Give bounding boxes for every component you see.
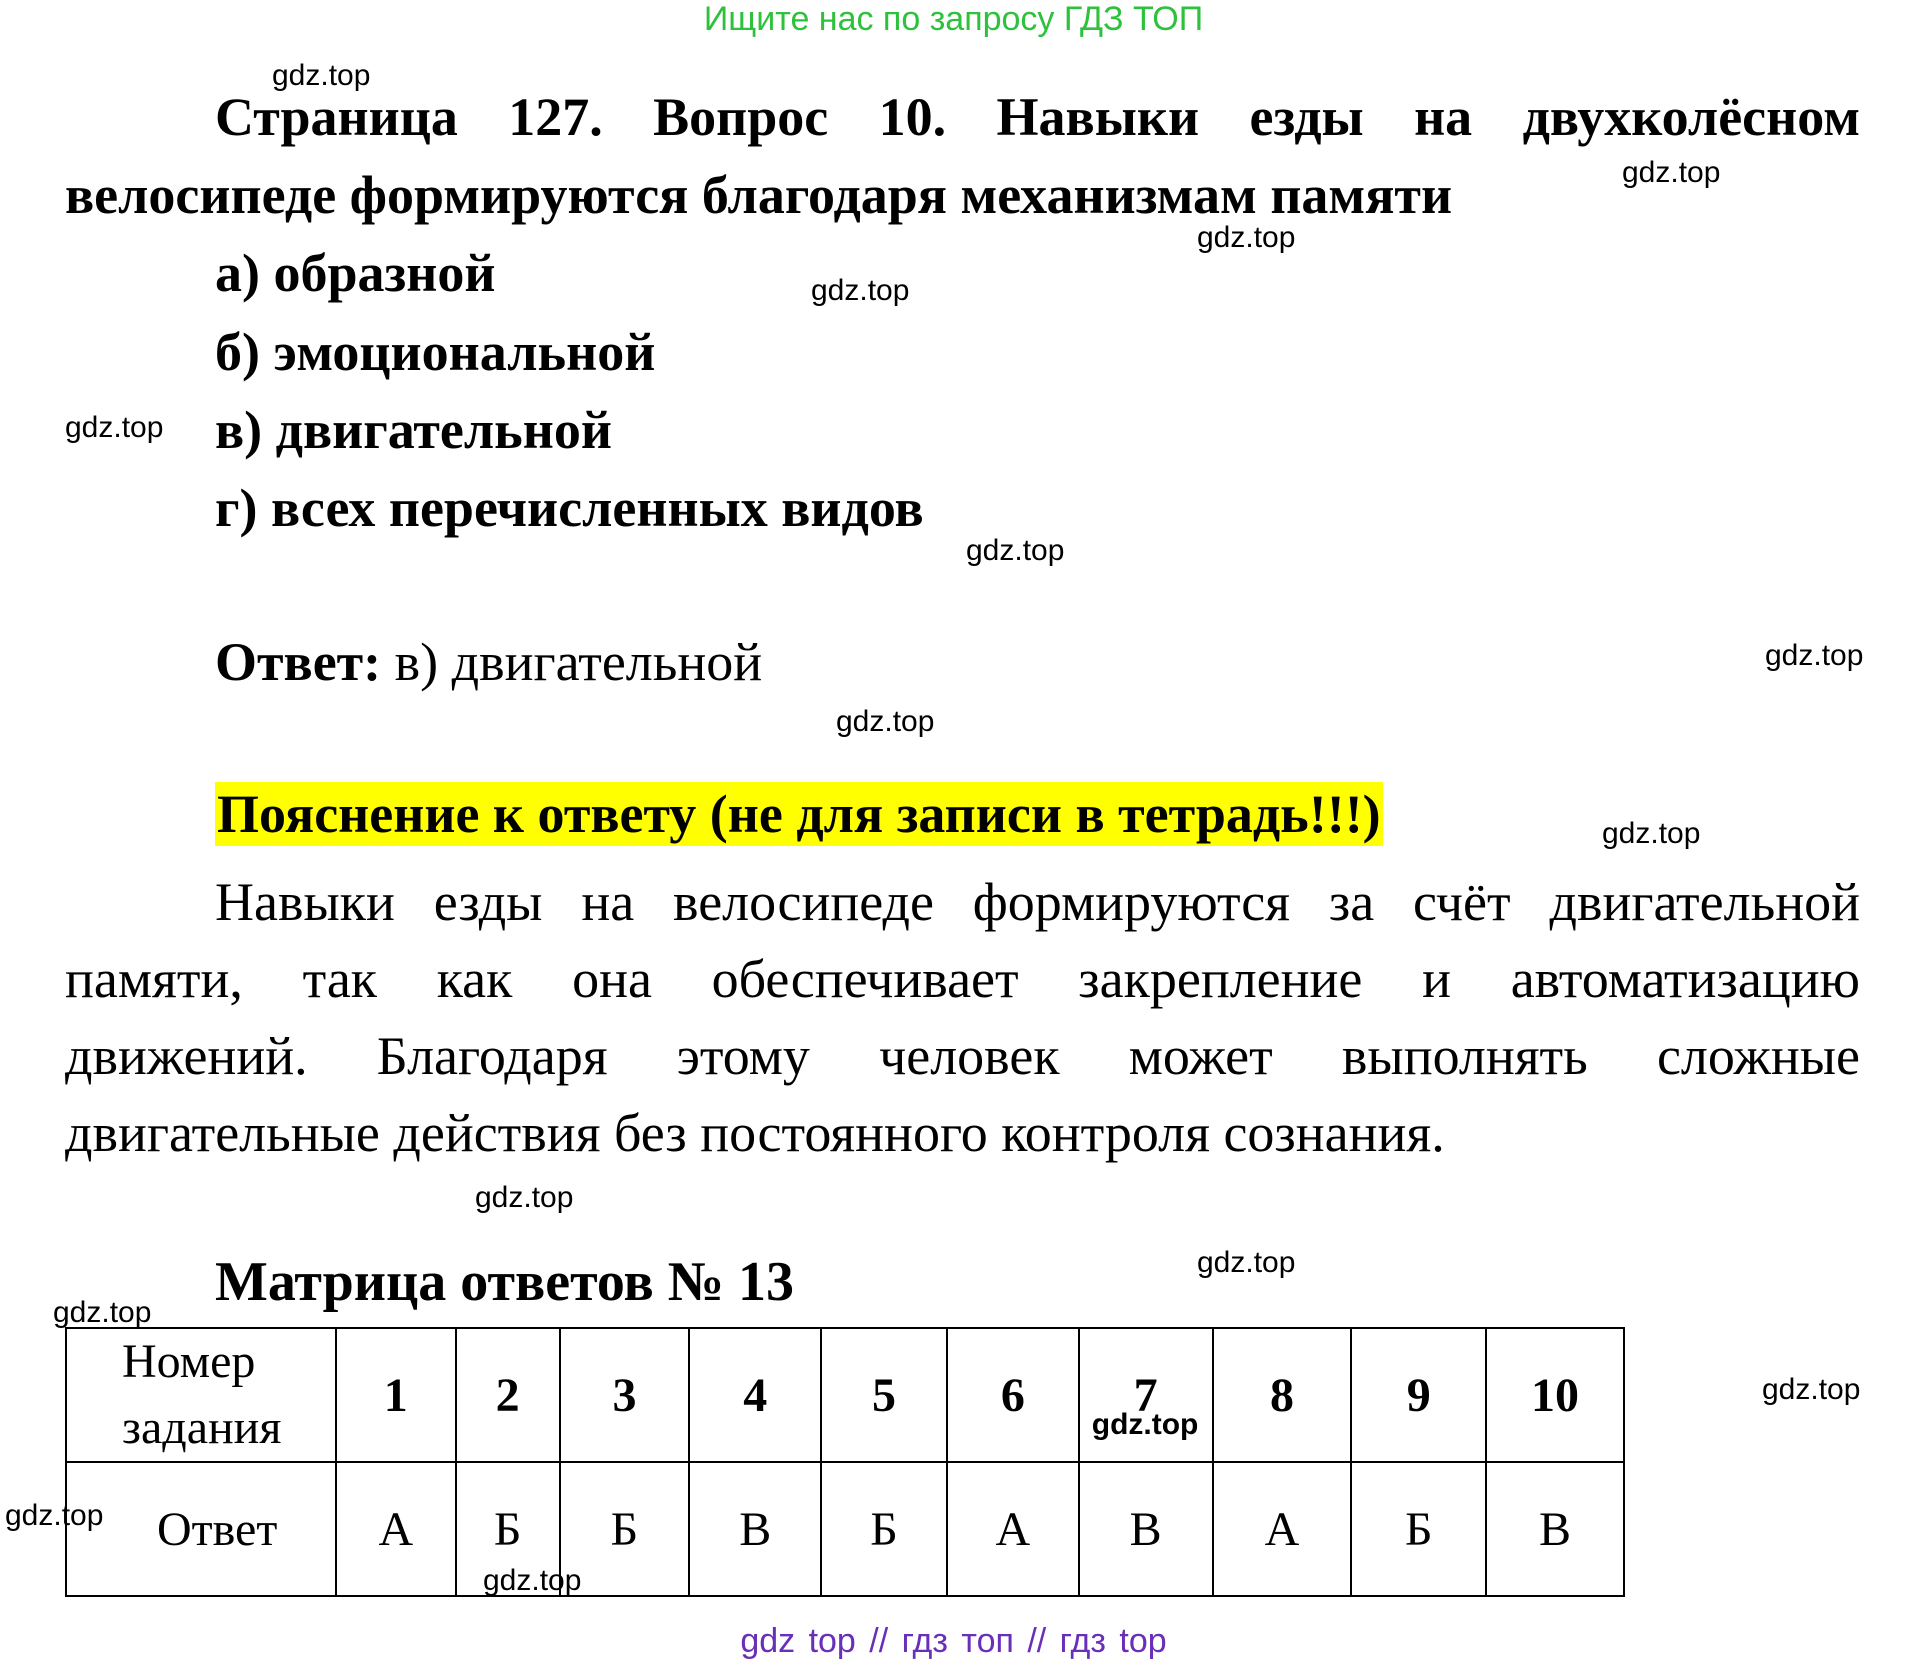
watermark: gdz.top xyxy=(1197,221,1296,254)
matrix-number-cell xyxy=(1079,1328,1213,1462)
matrix-answer-cell: А xyxy=(947,1462,1079,1596)
option-c: в) двигательной xyxy=(215,400,612,460)
option-d: г) всех перечисленных видов xyxy=(215,478,924,538)
matrix-header-label-line1: Номер xyxy=(122,1335,256,1388)
matrix-header-row xyxy=(66,1328,1624,1462)
answer-label: Ответ: xyxy=(215,632,382,692)
matrix-answer-cell: Б xyxy=(456,1462,560,1596)
question-heading-cont: велосипеде формируются благодаря механизмам памяти xyxy=(65,165,1453,225)
matrix-number-cell: 1 xyxy=(336,1328,456,1462)
explanation-line: движений. Благодаря этому человек может выполнять сложные xyxy=(65,1026,1860,1086)
answer-matrix xyxy=(65,1327,1625,1597)
matrix-answer-cell: Б xyxy=(821,1462,947,1596)
matrix-answer-cell: А xyxy=(336,1462,456,1596)
matrix-number-cell: 10 xyxy=(1486,1328,1624,1462)
watermark: gdz.top xyxy=(1197,1246,1296,1279)
watermark: gdz.top xyxy=(1602,817,1701,850)
watermark: gdz.top xyxy=(1762,1373,1861,1406)
watermark: gdz.top xyxy=(811,274,910,307)
watermark: gdz.top xyxy=(1091,1408,1199,1441)
matrix-answer-cell: Б xyxy=(1351,1462,1486,1596)
matrix-answer-row xyxy=(66,1462,1624,1596)
explanation-text xyxy=(65,864,1860,1172)
matrix-answer-cell: В xyxy=(1079,1462,1213,1596)
matrix-header-label-line2: задания xyxy=(122,1401,282,1454)
matrix-number-cell: 3 xyxy=(560,1328,690,1462)
matrix-answer-label: Ответ xyxy=(66,1462,336,1596)
matrix-number: 7 xyxy=(1133,1368,1158,1422)
matrix-number-cell: 4 xyxy=(689,1328,821,1462)
matrix-number-cell: 8 xyxy=(1213,1328,1352,1462)
answer-value: в) двигательной xyxy=(381,632,763,692)
question-heading: Страница 127. Вопрос 10. Навыки езды на двухколёсном xyxy=(215,87,1860,147)
watermark: gdz.top xyxy=(53,1296,152,1329)
footer: gdz top // гдз топ // гдз top xyxy=(740,1622,1167,1660)
matrix-answer-cell: Б xyxy=(560,1462,690,1596)
matrix-title: Матрица ответов № 13 xyxy=(215,1251,795,1313)
option-a: а) образной xyxy=(215,243,496,303)
top-banner: Ищите нас по запросу ГДЗ ТОП xyxy=(703,0,1204,38)
explanation-title: Пояснение к ответу (не для записи в тетрадь!!!) xyxy=(217,784,1381,844)
option-b: б) эмоциональной xyxy=(215,322,656,382)
matrix-number-cell: 5 xyxy=(821,1328,947,1462)
explanation-line: памяти, так как она обеспечивает закрепление и автоматизацию xyxy=(65,949,1860,1009)
watermark: gdz.top xyxy=(1765,639,1864,672)
explanation-line: двигательные действия без постоянного контроля сознания. xyxy=(65,1103,1445,1163)
matrix-number-cell: 2 xyxy=(456,1328,560,1462)
matrix-number-cell: 6 xyxy=(947,1328,1079,1462)
answer xyxy=(215,630,762,694)
matrix-answer-cell: А xyxy=(1213,1462,1352,1596)
watermark: gdz.top xyxy=(836,705,935,738)
matrix-number-cell: 9 xyxy=(1351,1328,1486,1462)
watermark: gdz.top xyxy=(475,1181,574,1214)
watermark: gdz.top xyxy=(966,534,1065,567)
watermark: gdz.top xyxy=(272,59,371,92)
watermark: gdz.top xyxy=(5,1499,104,1532)
explanation-line: Навыки езды на велосипеде формируются за счёт двигательной xyxy=(215,872,1860,932)
watermark: gdz.top xyxy=(65,411,164,444)
watermark: gdz.top xyxy=(483,1564,582,1597)
matrix-header-label xyxy=(66,1328,336,1462)
matrix-answer-cell: В xyxy=(1486,1462,1624,1596)
watermark: gdz.top xyxy=(1622,156,1721,189)
matrix-answer-cell: В xyxy=(689,1462,821,1596)
